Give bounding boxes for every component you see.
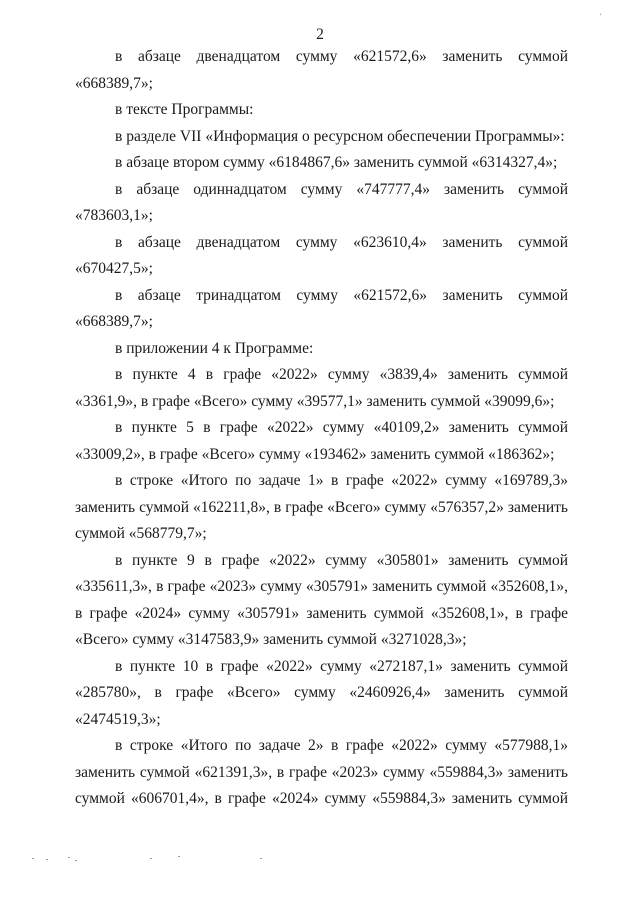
scan-artifacts	[28, 855, 288, 863]
paragraph-6: в абзаце двенадцатом сумму «623610,4» заменить суммой «670427,5»;	[75, 233, 568, 277]
page-number: 2	[316, 26, 324, 43]
paragraph-12: в пункте 9 в графе «2022» сумму «305801» заменить суммой «335611,3», в графе «2023» сумму «305791» заменить суммой «352608,1», в графе «2024» сумму «305791» заменить суммой «352608,1», в графе «Всего» сумму «3147583,9» заменить суммой «3271028,3»;	[75, 551, 568, 648]
paragraph-14: в строке «Итого по задаче 2» в графе «2022» сумму «577988,1» заменить суммой «621391,3», в графе «2023» сумму «559884,3» заменить суммой «606701,4», в графе «2024» сумму «559884,3» заменить суммой	[75, 737, 568, 807]
paragraph-7: в абзаце тринадцатом сумму «621572,6» заменить суммой «668389,7»;	[75, 286, 568, 330]
paragraph-3: в разделе VII «Информация о ресурсном обеспечении Программы»:	[115, 127, 565, 145]
paragraph-13: в пункте 10 в графе «2022» сумму «272187,1» заменить суммой «285780», в графе «Всего» сумму «2460926,4» заменить суммой «2474519,3»;	[75, 657, 568, 728]
paragraph-4: в абзаце втором сумму «6184867,6» заменить суммой «6314327,4»;	[115, 154, 558, 171]
paragraph-1: в абзаце двенадцатом сумму «621572,6» заменить суммой «668389,7»;	[75, 48, 568, 92]
paragraph-11: в строке «Итого по задаче 1» в графе «2022» сумму «169789,3» заменить суммой «162211,8», в графе «Всего» сумму «576357,2» заменить суммой «568779,7»;	[75, 472, 568, 542]
paragraph-5: в абзаце одиннадцатом сумму «747777,4» заменить суммой «783603,1»;	[75, 180, 568, 224]
paragraph-9: в пункте 4 в графе «2022» сумму «3839,4» заменить суммой «3361,9», в графе «Всего» сумму «39577,1» заменить суммой «39099,6»;	[75, 366, 568, 410]
paragraph-8: в приложении 4 к Программе:	[115, 339, 314, 357]
paragraph-10: в пункте 5 в графе «2022» сумму «40109,2» заменить суммой «33009,2», в графе «Всего» сумму «193462» заменить суммой «186362»;	[75, 419, 568, 463]
document-body	[75, 44, 568, 813]
scan-corner-mark: '	[600, 12, 602, 21]
paragraph-2: в тексте Программы:	[115, 101, 254, 118]
